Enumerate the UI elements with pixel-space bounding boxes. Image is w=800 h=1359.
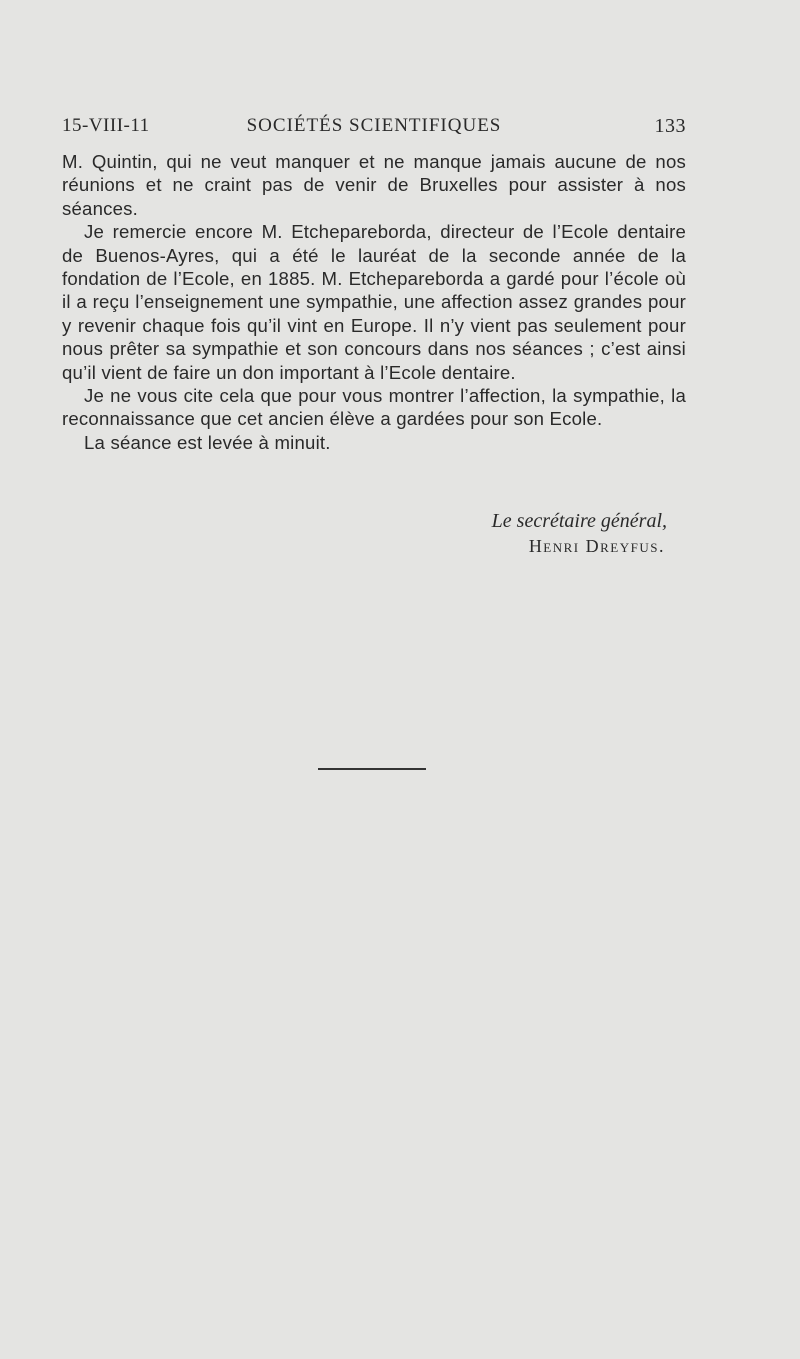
paragraph-continuation: M. Quintin, qui ne veut manquer et ne manque jamais aucune de nos réunions et ne craint pas de venir de Bruxelles pour assister à nos séances. [62,151,686,219]
header-section-title: SOCIÉTÉS SCIENTIFIQUES [246,115,502,136]
signature-title: Le secrétaire général, [491,510,667,532]
paragraph-affection: Je ne vous cite cela que pour vous montrer l’affection, la sympathie, la reconnaissance que cet ancien élève a gardées pour son Ecole. [62,385,686,430]
paragraph-etchepareborda: Je remercie encore M. Etchepareborda, directeur de l’Ecole dentaire de Buenos-Ayres, qui a été le lauréat de la seconde année de la fondation de l’Ecole, en 1885. M. Etchepareborda a gardé pour l’école où il a reçu l’enseignement une sympathie, une affection assez grandes pour y revenir chaque fois qu’il vint en Europe. Il n’y vient pas seulement pour nous prêter sa sympathie et son concours dans nos séances ; c’est ainsi qu’il vient de faire un don important à l’Ecole dentaire. [62,221,686,383]
header-date: 15-VIII-11 [62,115,150,136]
page-number: 133 [654,115,686,137]
signature-name: Henri Dreyfus. [528,536,665,556]
section-divider [318,768,426,770]
signature-block [492,508,667,558]
running-header [62,115,686,143]
paragraph-closing: La séance est levée à minuit. [84,431,331,453]
body-text [62,150,686,454]
